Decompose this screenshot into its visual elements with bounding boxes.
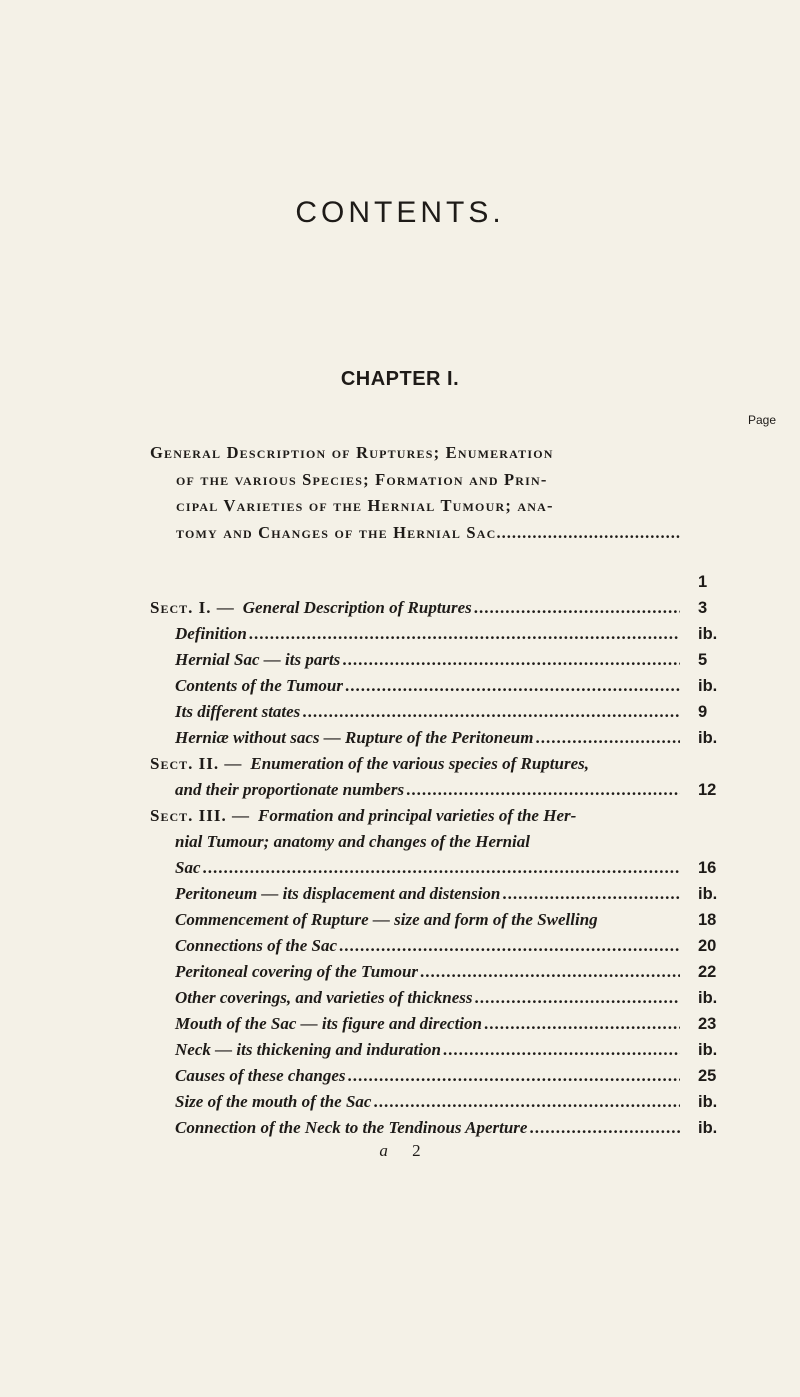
toc-entry <box>175 959 680 985</box>
dot-leader <box>342 647 680 673</box>
toc-entry-title: Size of the mouth of the Sac <box>175 1092 372 1111</box>
chapter-description <box>150 440 680 546</box>
dot-leader <box>484 1011 680 1037</box>
page-number: ib. <box>698 989 718 1007</box>
section-3-label: Sect. III. — <box>150 806 250 825</box>
dot-leader <box>535 725 680 751</box>
page-column-header: Page <box>748 413 777 427</box>
chapter-heading: CHAPTER I. <box>340 368 460 390</box>
toc-entry <box>175 985 680 1011</box>
toc-entry <box>175 881 680 907</box>
toc-entry <box>175 699 680 725</box>
page-number: 16 <box>698 859 717 877</box>
page-number: ib. <box>698 677 718 695</box>
toc-entry <box>175 1037 680 1063</box>
toc-entry-title: Neck — its thickening and induration <box>175 1040 441 1059</box>
toc-entry <box>175 1011 680 1037</box>
page-number: ib. <box>698 625 718 643</box>
toc-entry-title: Definition <box>175 624 247 643</box>
dot-leader <box>475 985 681 1011</box>
toc-entry <box>175 1115 680 1141</box>
dot-leader <box>339 933 680 959</box>
toc-entry-title: Its different states <box>175 702 301 721</box>
section-3-title-line-2: nial Tumour; anatomy and changes of the Hernial <box>175 832 530 851</box>
section-2-label: Sect. II. — <box>150 754 243 773</box>
section-2-title-line-2: and their proportionate numbers <box>175 780 405 799</box>
page-number: 22 <box>698 963 717 981</box>
section-3-title-line-3: Sac <box>175 858 201 877</box>
page-number: ib. <box>698 1041 718 1059</box>
dot-leader <box>249 621 680 647</box>
page-number: ib. <box>698 729 718 747</box>
toc-entry-title: Connection of the Neck to the Tendinous Aperture <box>175 1118 528 1137</box>
toc-entry <box>175 1089 680 1115</box>
toc-entry <box>175 647 680 673</box>
toc-entry <box>175 907 680 933</box>
page-number: 12 <box>698 781 717 799</box>
toc-entry-title: Commencement of Rupture — size and form of the Swelling <box>175 910 598 929</box>
dot-leader <box>302 699 680 725</box>
description-line-3: cipal Varieties of the Hernial Tumour; ana- <box>176 496 554 515</box>
page-number: 18 <box>698 911 717 929</box>
section-3-continuation <box>175 855 680 881</box>
section-1-entry <box>150 595 680 621</box>
page-number: ib. <box>698 1093 718 1111</box>
section-2-entry <box>150 751 680 777</box>
toc-entry-title: Peritoneum — its displacement and distension <box>175 884 501 903</box>
page-number: 5 <box>698 651 708 669</box>
dot-leader <box>347 1063 680 1089</box>
page-number: 23 <box>698 1015 717 1033</box>
toc-entry-title: Causes of these changes <box>175 1066 346 1085</box>
signature-mark <box>0 1141 800 1161</box>
page-number: 25 <box>698 1067 717 1085</box>
toc-entry <box>175 725 680 751</box>
dot-leader <box>496 520 680 547</box>
section-2-continuation <box>175 777 680 803</box>
signature-letter: a <box>379 1141 388 1160</box>
dot-leader <box>474 595 680 621</box>
page-number: 20 <box>698 937 717 955</box>
section-3-continuation <box>175 829 680 855</box>
dot-leader <box>502 881 680 907</box>
toc-entry-title: Peritoneal covering of the Tumour <box>175 962 419 981</box>
dot-leader <box>406 777 680 803</box>
section-2-title-line-1: Enumeration of the various species of Ruptures, <box>250 754 589 773</box>
page-number: 3 <box>698 599 708 617</box>
page-number: ib. <box>698 1119 718 1137</box>
dot-leader <box>529 1115 680 1141</box>
toc-entry-title: Mouth of the Sac — its figure and direction <box>175 1014 482 1033</box>
description-line-4 <box>150 520 680 547</box>
dot-leader <box>443 1037 680 1063</box>
page-number: 9 <box>698 703 708 721</box>
description-line-1: General Description of Ruptures; Enumeration <box>150 443 554 462</box>
page-number: 1 <box>698 573 708 591</box>
toc-entry-title: Herniæ without sacs — Rupture of the Peritoneum <box>175 728 534 747</box>
dot-leader <box>203 855 681 881</box>
toc-entry <box>175 621 680 647</box>
toc-entry <box>175 933 680 959</box>
dot-leader <box>420 959 680 985</box>
contents-title: CONTENTS. <box>295 196 505 229</box>
section-1-title: General Description of Ruptures <box>242 598 472 617</box>
toc-entry <box>175 673 680 699</box>
page-number: ib. <box>698 885 718 903</box>
toc-entry-title: Connections of the Sac <box>175 936 337 955</box>
section-3-entry <box>150 803 680 829</box>
toc-entry <box>175 1063 680 1089</box>
dot-leader <box>373 1089 680 1115</box>
description-line-4-text: tomy and Changes of the Hernial Sac <box>176 522 497 542</box>
section-1-label: Sect. I. — <box>150 598 235 617</box>
signature-number: 2 <box>412 1141 421 1160</box>
toc-entry-title: Contents of the Tumour <box>175 676 343 695</box>
description-line-2: of the various Species; Formation and Prin- <box>176 469 548 489</box>
toc-entry-title: Other coverings, and varieties of thickness <box>175 988 473 1007</box>
toc-entry-title: Hernial Sac — its parts <box>175 650 341 669</box>
section-3-title-line-1: Formation and principal varieties of the Her- <box>257 806 577 825</box>
dot-leader <box>345 673 680 699</box>
